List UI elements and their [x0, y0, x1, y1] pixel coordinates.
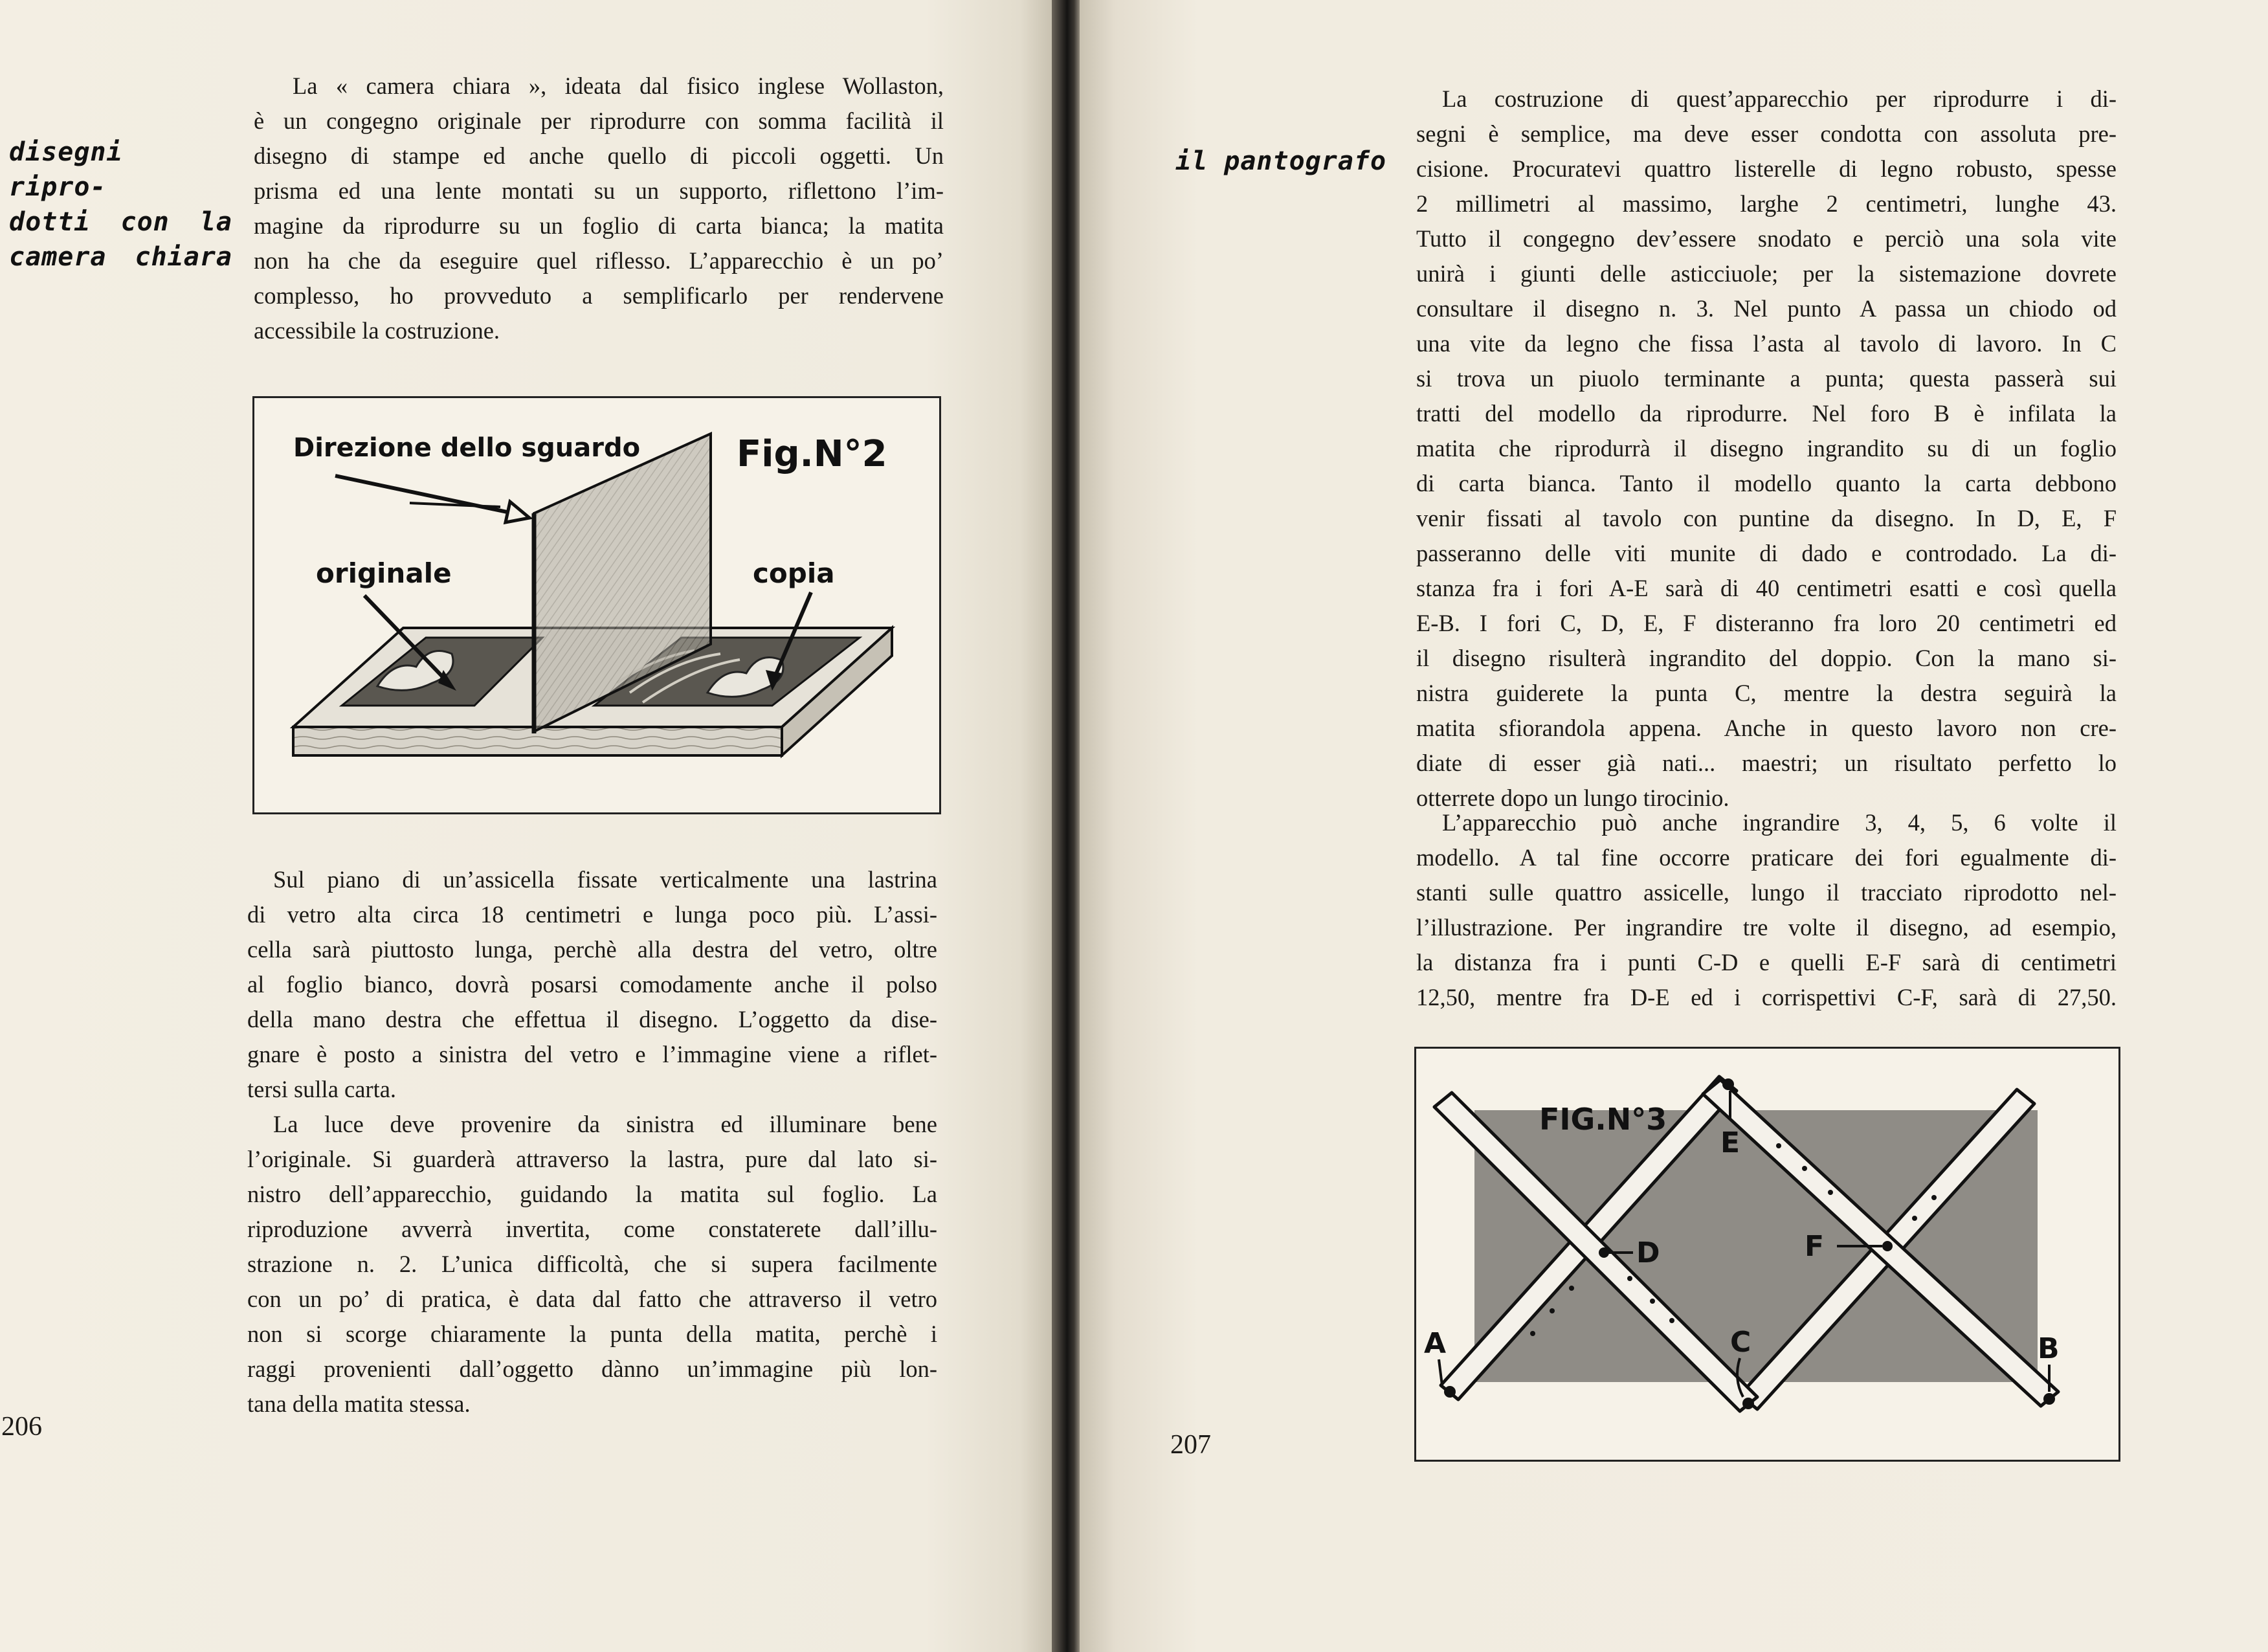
text-line: 2 millimetri al massimo, larghe 2 centimetri, lunghe 43.	[1416, 190, 2117, 217]
gaze-arrow	[335, 476, 513, 513]
text-line: accessibile la costruzione.	[254, 317, 500, 344]
text-line: della mano destra che effettua il disegno. L’oggetto da dise-	[247, 1006, 937, 1032]
text-line: si trova un piuolo terminante a punta; questa passerà sui	[1416, 365, 2117, 392]
text-line: tratti del modello da riprodurre. Nel foro B è infilata la	[1416, 400, 2117, 427]
figure-2-illustration	[254, 398, 939, 812]
text-line: matita sfiorandola appena. Anche in questo lavoro non cre-	[1416, 715, 2117, 741]
page-number-right: 207	[1170, 1430, 1211, 1460]
text-line: raggi provenienti dall’oggetto dànno un’immagine più lon-	[247, 1356, 937, 1382]
left-paragraph-intro	[254, 69, 944, 348]
text-line: unirà i giunti delle asticciuole; per la sistemazione dovrete	[1416, 260, 2117, 287]
figure-camera-chiara	[252, 396, 941, 814]
text-line: non si scorge chiaramente la punta della matita, perchè i	[247, 1321, 937, 1347]
right-side-note: il pantografo	[1175, 146, 1387, 176]
figure-3-title: FIG.N°3	[1539, 1102, 1667, 1137]
label-d: D	[1636, 1236, 1660, 1269]
text-line: diate di esser già nati... maestri; un risultato perfetto lo	[1416, 750, 2117, 776]
left-paragraph-light	[247, 1107, 937, 1422]
left-page	[0, 0, 1052, 1652]
label-f: F	[1805, 1230, 1825, 1263]
figure-pantografo	[1414, 1047, 2120, 1462]
text-line: La luce deve provenire da sinistra ed illuminare bene	[273, 1111, 937, 1137]
text-line: disegno di stampe ed anche quello di piccoli oggetti. Un	[254, 142, 944, 169]
text-line: tersi sulla carta.	[247, 1076, 397, 1102]
pivot-b	[2043, 1393, 2055, 1405]
pivot-e	[1722, 1078, 1734, 1090]
text-line: strazione n. 2. L’unica difficoltà, che si supera facilmente	[247, 1251, 937, 1277]
figure-3-illustration	[1416, 1049, 2118, 1460]
text-line: consultare il disegno n. 3. Nel punto A passa un chiodo od	[1416, 295, 2117, 322]
text-line: l’originale. Si guarderà attraverso la lastra, pure dal lato si-	[247, 1146, 937, 1172]
text-line: gnare è posto a sinistra del vetro e l’immagine viene a riflet-	[247, 1041, 937, 1067]
label-a: A	[1424, 1327, 1447, 1360]
text-line: l’illustrazione. Per ingrandire tre volte il disegno, ad esempio,	[1416, 914, 2117, 941]
label-originale: originale	[316, 557, 452, 589]
gaze-line	[410, 503, 500, 507]
label-b: B	[2038, 1332, 2060, 1365]
text-line: L’apparecchio può anche ingrandire 3, 4, 5, 6 volte il	[1442, 809, 2117, 836]
text-line: una vite da legno che fissa l’asta al tavolo di lavoro. In C	[1416, 330, 2117, 357]
side-note-line: camera chiara	[9, 242, 232, 272]
text-line: Tutto il congegno dev’essere snodato e perciò una sola vite	[1416, 225, 2117, 252]
pivot-c	[1742, 1398, 1754, 1409]
pivot-f	[1882, 1241, 1893, 1251]
text-line: la distanza fra i punti C-D e quelli E-F sarà di centimetri	[1416, 949, 2117, 976]
text-line: stanti sulle quattro assicelle, lungo il tracciato riprodotto nel-	[1416, 879, 2117, 906]
pivot-a	[1444, 1386, 1456, 1398]
text-line: venir fissati al tavolo con puntine da disegno. In D, E, F	[1416, 505, 2117, 531]
text-line: La « camera chiara », ideata dal fisico inglese Wollaston,	[293, 73, 944, 99]
right-paragraph-enlarge	[1416, 805, 2117, 1015]
text-line: con un po’ di pratica, è data dal fatto che attraverso il vetro	[247, 1286, 937, 1312]
text-line: prisma ed una lente montati su un supporto, riflettono l’im-	[254, 177, 944, 204]
text-line: E-B. I fori C, D, E, F disteranno fra loro 20 centimetri ed	[1416, 610, 2117, 636]
figure-2-title: Fig.N°2	[737, 433, 887, 475]
side-note-line: disegni ripro-	[9, 137, 123, 202]
left-side-note	[9, 135, 232, 274]
text-line: La costruzione di quest’apparecchio per riprodurre i di-	[1442, 85, 2117, 112]
text-line: cisione. Procuratevi quattro listerelle di legno robusto, spesse	[1416, 155, 2117, 182]
text-line: 12,50, mentre fra D-E ed i corrispettivi C-F, sarà di 27,50.	[1416, 984, 2117, 1010]
page-number-left: 206	[1, 1412, 42, 1442]
text-line: nistra guiderete la punta C, mentre la destra seguirà la	[1416, 680, 2117, 706]
text-line: il disegno risulterà ingrandito del doppio. Con la mano si-	[1416, 645, 2117, 671]
text-line: passeranno delle viti munite di dado e controdado. La di-	[1416, 540, 2117, 566]
text-line: tana della matita stessa.	[247, 1390, 471, 1417]
label-direzione: Direzione dello sguardo	[293, 433, 641, 463]
text-line: riproduzione avverrà invertita, come constaterete dall’illu-	[247, 1216, 937, 1242]
text-line: nistro dell’apparecchio, guidando la matita sul foglio. La	[247, 1181, 937, 1207]
text-line: matita che riprodurrà il disegno ingrandito su di un foglio	[1416, 435, 2117, 462]
text-line: magine da riprodurre su un foglio di carta bianca; la matita	[254, 212, 944, 239]
text-line: segni è semplice, ma deve esser condotta con assoluta pre-	[1416, 120, 2117, 147]
text-line: modello. A tal fine occorre praticare dei fori egualmente di-	[1416, 844, 2117, 871]
gaze-arrow-head	[506, 502, 529, 522]
text-line: otterrete dopo un lungo tirocinio.	[1416, 785, 1729, 811]
label-copia: copia	[753, 557, 835, 589]
text-line: cella sarà piuttosto lunga, perchè alla destra del vetro, oltre	[247, 936, 937, 963]
text-line: stanza fra i fori A-E sarà di 40 centimetri esatti e così quella	[1416, 575, 2117, 601]
label-e: E	[1720, 1126, 1740, 1159]
text-line: complesso, ho provveduto a semplificarlo per rendervene	[254, 282, 944, 309]
text-line: al foglio bianco, dovrà posarsi comodamente anche il polso	[247, 971, 937, 998]
text-line: non ha che da eseguire quel riflesso. L’apparecchio è un po’	[254, 247, 944, 274]
side-note-line: dotti con la	[9, 207, 232, 237]
label-c: C	[1730, 1326, 1751, 1359]
book-gutter	[1052, 0, 1080, 1652]
board-front-edge	[293, 727, 782, 755]
right-page	[1080, 0, 2268, 1652]
right-paragraph-construction	[1416, 82, 2117, 816]
text-line: di carta bianca. Tanto il modello quanto la carta debbono	[1416, 470, 2117, 497]
text-line: Sul piano di un’assicella fissate verticalmente una lastrina	[273, 866, 937, 893]
text-line: è un congegno originale per riprodurre con somma facilità il	[254, 107, 944, 134]
left-paragraph-glass	[247, 862, 937, 1107]
text-line: di vetro alta circa 18 centimetri e lunga poco più. L’assi-	[247, 901, 937, 928]
drawing-sheet	[1474, 1110, 2038, 1382]
